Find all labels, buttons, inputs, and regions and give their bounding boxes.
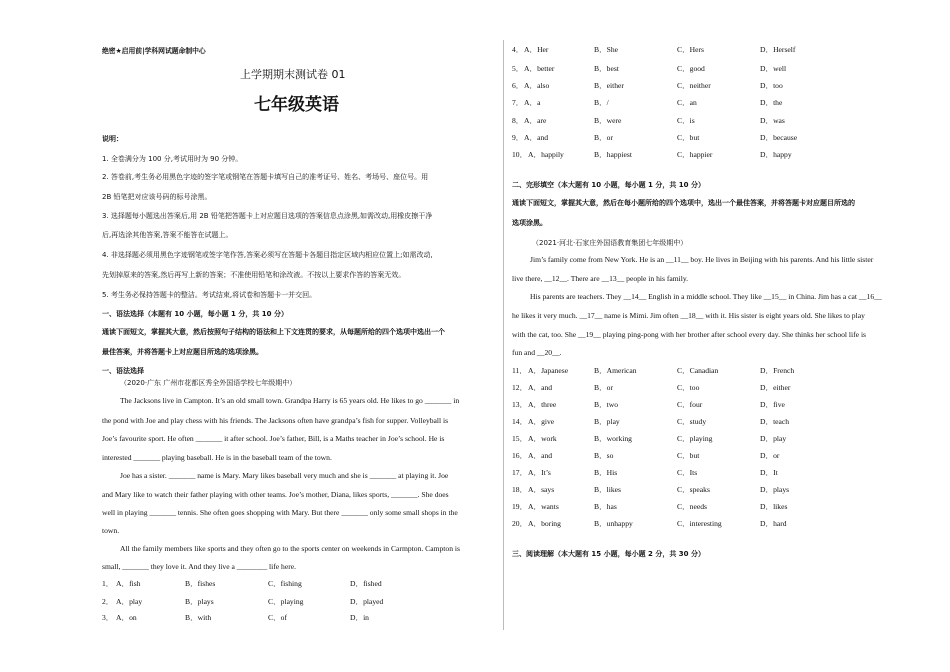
passage-line: All the family members like sports and they often go to the sports center on weekends in Carmpton. Campton is	[120, 544, 460, 553]
question-number: 10．	[512, 150, 528, 159]
option-a: A．wants	[528, 502, 559, 511]
option-b: B．with	[185, 613, 212, 622]
option-c: C．four	[677, 400, 703, 409]
section3-heading: 三、阅读理解（本大题有 15 小题，每小题 2 分，共 30 分）	[512, 550, 705, 558]
secret-label: 绝密★启用前|学科网试题命制中心	[102, 47, 206, 55]
question-number: 12．	[512, 383, 528, 392]
option-c: C．happier	[677, 150, 713, 159]
option-b: B．happiest	[594, 150, 632, 159]
option-d: D．play	[760, 434, 787, 443]
note-line: 1. 全卷满分为 100 分,考试用时为 90 分钟。	[102, 155, 243, 163]
option-b: B．or	[594, 383, 613, 392]
column-divider	[503, 40, 504, 630]
passage-line: The Jacksons live in Campton. It’s an old small town. Grandpa Harry is 65 years old. He likes to go _______ in	[120, 396, 460, 405]
option-c: C．good	[677, 64, 705, 73]
option-c: C．but	[677, 451, 700, 460]
section1-subheading: 一、语法选择	[102, 367, 144, 375]
question-number: 5．	[512, 64, 524, 73]
option-a: A．Her	[524, 45, 549, 54]
notes-heading: 说明：	[102, 135, 123, 143]
option-c: C．Hers	[677, 45, 704, 54]
note-line: 5. 考生务必保持答题卡的整洁。考试结束,将试卷和答题卡一并交回。	[102, 291, 317, 299]
option-c: C．but	[677, 133, 700, 142]
option-a: A．says	[528, 485, 555, 494]
question-number: 4．	[512, 45, 524, 54]
right-column	[512, 0, 908, 672]
passage-line: he likes it very much. __17__ name is Mimi. Jim often __18__ with it. His sister is eight years old. She likes to play	[512, 311, 865, 320]
option-d: D．the	[760, 98, 783, 107]
option-d: D．hard	[760, 519, 787, 528]
option-a: A．It’s	[528, 468, 551, 477]
option-c: C．an	[677, 98, 697, 107]
note-line: 3. 选择题每小题选出答案后,用 2B 铅笔把答题卡上对应题目选项的答案信息点涂黑,如需改动,用橡皮擦干净	[102, 212, 433, 220]
passage-line: fun and __20__.	[512, 348, 562, 357]
passage-line: live there, __12__. There are __13__ people in his family.	[512, 274, 689, 283]
question-number: 8．	[512, 116, 524, 125]
option-b: B．fishes	[185, 579, 216, 588]
option-a: A．boring	[528, 519, 561, 528]
option-c: C．neither	[677, 81, 711, 90]
option-b: B．American	[594, 366, 637, 375]
option-b: B．play	[594, 417, 620, 426]
passage-line: with the cat, too. She __19__ playing ping-pong with her brother after school every day. She thinks her school life is	[512, 330, 867, 339]
option-b: B．were	[594, 116, 622, 125]
option-d: D．plays	[760, 485, 790, 494]
exam-title: 上学期期末测试卷 01	[240, 68, 346, 81]
option-c: C．study	[677, 417, 707, 426]
option-d: D．It	[760, 468, 778, 477]
option-c: C．is	[677, 116, 695, 125]
option-a: A．also	[524, 81, 550, 90]
option-b: B．so	[594, 451, 614, 460]
passage-line: the pond with Joe and play chess with his friends. The Jacksons often have grandpa’s fish for supper. Volleyball is	[102, 416, 449, 425]
option-a: A．give	[528, 417, 555, 426]
option-d: D．played	[350, 597, 384, 606]
option-c: C．of	[268, 613, 287, 622]
question-number: 19．	[512, 502, 528, 511]
option-a: A．happily	[528, 150, 564, 159]
option-c: C．Its	[677, 468, 698, 477]
option-d: D．Herself	[760, 45, 796, 54]
option-d: D．was	[760, 116, 785, 125]
option-a: A．play	[116, 597, 143, 606]
option-a: A．and	[524, 133, 549, 142]
note-line: 2B 铅笔把对应该号码的标号涂黑。	[102, 193, 212, 201]
option-d: D．because	[760, 133, 798, 142]
option-b: B．unhappy	[594, 519, 633, 528]
option-d: D．teach	[760, 417, 790, 426]
option-b: B．two	[594, 400, 619, 409]
question-number: 14．	[512, 417, 528, 426]
option-b: B．She	[594, 45, 619, 54]
passage-line: Jim’s family come from New York. He is an __11__ boy. He lives in Beijing with his parents. And his little sister	[530, 255, 874, 264]
option-c: C．playing	[677, 434, 713, 443]
section1-instruction: 通读下面短文，掌握其大意，然后按照句子结构的语法和上下文连贯的要求，从每题所给的四个选项中选出一个	[102, 328, 445, 336]
section1-instruction: 最佳答案，并将答题卡上对应题目所选的选项涂黑。	[102, 348, 263, 356]
question-number: 7．	[512, 98, 524, 107]
question-number: 20．	[512, 519, 528, 528]
left-column	[102, 0, 494, 672]
option-c: C．needs	[677, 502, 707, 511]
option-d: D．too	[760, 81, 783, 90]
option-a: A．and	[528, 451, 553, 460]
option-d: D．or	[760, 451, 780, 460]
note-line: 4. 非选择题必须用黑色字迹钢笔或签字笔作答,答案必须写在答题卡各题目指定区域内相应位置上;如需改动,	[102, 251, 433, 259]
subject-title: 七年级英语	[254, 95, 339, 115]
question-number: 15．	[512, 434, 528, 443]
option-b: B．likes	[594, 485, 622, 494]
option-d: D．in	[350, 613, 369, 622]
option-b: B．has	[594, 502, 617, 511]
question-number: 17．	[512, 468, 528, 477]
question-number: 6．	[512, 81, 524, 90]
section1-source: （2020·广东 广州市花都区秀全外国语学校七年级期中）	[120, 379, 297, 387]
option-c: C．speaks	[677, 485, 710, 494]
passage-line: His parents are teachers. They __14__ English in a middle school. They like __15__ in China. Jim has a cat __16__	[530, 292, 882, 301]
option-a: A．work	[528, 434, 557, 443]
option-b: B．/	[594, 98, 609, 107]
passage-line: Joe’s favourite sport. He often _______ it after school. Joe’s father, Bill, is a Maths teacher in Joe’s school. He is	[102, 434, 445, 443]
option-c: C．playing	[268, 597, 304, 606]
question-number: 3．	[102, 613, 114, 622]
section1-heading: 一、语法选择（本题有 10 小题，每小题 1 分，共 10 分）	[102, 310, 288, 318]
option-c: C．interesting	[677, 519, 722, 528]
note-line: 先划掉原来的答案,然后再写上新的答案；不准使用铅笔和涂改液。不按以上要求作答的答案无效。	[102, 271, 406, 279]
passage-line: small, _______ they love it. And they live a ________ life here.	[102, 562, 297, 571]
option-b: B．or	[594, 133, 613, 142]
option-b: B．best	[594, 64, 619, 73]
passage-line: town.	[102, 526, 120, 535]
passage-line: interested _______ playing baseball. He is in the baseball team of the town.	[102, 453, 332, 462]
question-number: 16．	[512, 451, 528, 460]
passage-line: Joe has a sister. _______ name is Mary. Mary likes baseball very much and she is _______ at playing it. Joe	[120, 471, 449, 480]
option-a: A．and	[528, 383, 553, 392]
option-b: B．working	[594, 434, 632, 443]
question-number: 9．	[512, 133, 524, 142]
question-number: 11．	[512, 366, 527, 375]
question-number: 1．	[102, 579, 114, 588]
passage-line: and Mary like to watch their father playing with other teams. Joe’s mother, Diana, likes sports, _______. She does	[102, 490, 449, 499]
option-a: A．a	[524, 98, 541, 107]
option-d: D．five	[760, 400, 785, 409]
option-d: D．fished	[350, 579, 382, 588]
option-d: D．well	[760, 64, 787, 73]
option-a: A．three	[528, 400, 557, 409]
option-a: A．Japanese	[528, 366, 569, 375]
section2-heading: 二、完形填空（本大题有 10 小题，每小题 1 分，共 10 分）	[512, 181, 705, 189]
option-b: B．either	[594, 81, 624, 90]
section2-source: （2021·河北·石家庄外国语教育集团七年级期中）	[532, 239, 688, 247]
option-c: C．too	[677, 383, 700, 392]
option-a: A．better	[524, 64, 555, 73]
option-b: B．plays	[185, 597, 214, 606]
note-line: 后,再选涂其他答案,答案不能答在试题上。	[102, 231, 233, 239]
option-a: A．are	[524, 116, 547, 125]
section2-instruction: 通读下面短文，掌握其大意，然后在每小题所给的四个选项中，选出一个最佳答案，并将答题卡对应题目所选的	[512, 199, 855, 207]
option-d: D．French	[760, 366, 795, 375]
option-a: A．fish	[116, 579, 141, 588]
option-c: C．fishing	[268, 579, 302, 588]
option-d: D．either	[760, 383, 791, 392]
question-number: 2．	[102, 597, 114, 606]
question-number: 18．	[512, 485, 528, 494]
section2-instruction: 选项涂黑。	[512, 219, 547, 227]
passage-line: well in playing _______ tennis. She often goes shopping with Mary. But there _______ only some small shops in the	[102, 508, 458, 517]
option-b: B．His	[594, 468, 618, 477]
option-c: C．Canadian	[677, 366, 719, 375]
option-d: D．likes	[760, 502, 788, 511]
option-d: D．happy	[760, 150, 792, 159]
option-a: A．on	[116, 613, 137, 622]
question-number: 13．	[512, 400, 528, 409]
note-line: 2. 答卷前,考生务必用黑色字迹的签字笔或钢笔在答题卡填写自己的准考证号、姓名、考场号、座位号。用	[102, 173, 429, 181]
